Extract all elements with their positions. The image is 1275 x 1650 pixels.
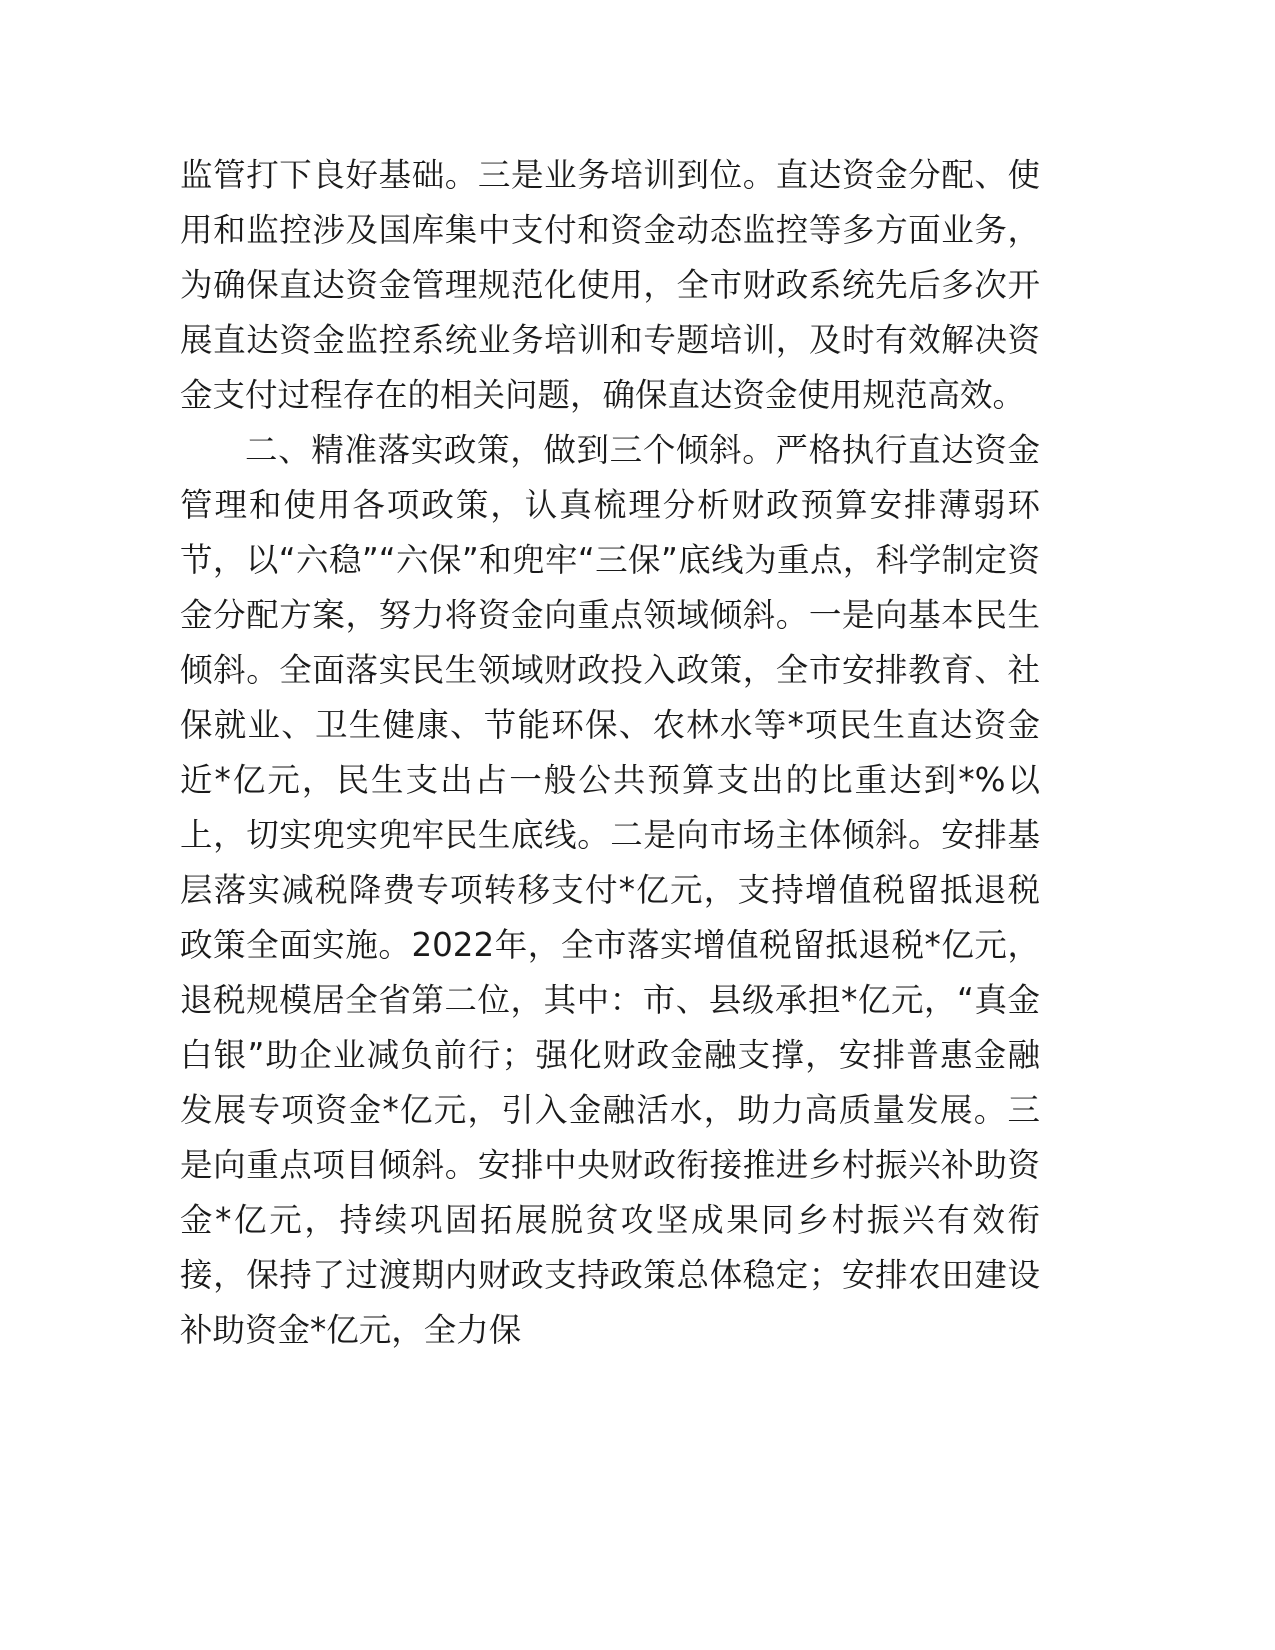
paragraph-continuation: 监管打下良好基础。三是业务培训到位。直达资金分配、使用和监控涉及国库集中支付和资金动态监控等多方面业务，为确保直达资金管理规范化使用，全市财政系统先后多次开展直达资金监控系统业务培训和专题培训，及时有效解决资金支付过程存在的相关问题，确保直达资金使用规范高效。 [180,156,1040,414]
paragraph-section-two: 二、精准落实政策，做到三个倾斜。严格执行直达资金管理和使用各项政策，认真梳理分析财政预算安排薄弱环节，以“六稳”“六保”和兜牢“三保”底线为重点，科学制定资金分配方案，努力将资金向重点领域倾斜。一是向基本民生倾斜。全面落实民生领域财政投入政策，全市安排教育、社保就业、卫生健康、节能环保、农林水等*项民生直达资金近*亿元，民生支出占一般公共预算支出的比重达到*%以上，切实兜实兜牢民生底线。二是向市场主体倾斜。安排基层落实减税降费专项转移支付*亿元，支持增值税留抵退税政策全面实施。2022年，全市落实增值税留抵退税*亿元，退税规模居全省第二位，其中：市、县级承担*亿元，“真金白银”助企业减负前行；强化财政金融支撑，安排普惠金融发展专项资金*亿元，引入金融活水，助力高质量发展。三是向重点项目倾斜。安排中央财政衔接推进乡村振兴补助资金*亿元，持续巩固拓展脱贫攻坚成果同乡村振兴有效衔接，保持了过渡期内财政支持政策总体稳定；安排农田建设补助资金*亿元，全力保 [180,431,1040,1349]
body-text [180,148,1040,1358]
